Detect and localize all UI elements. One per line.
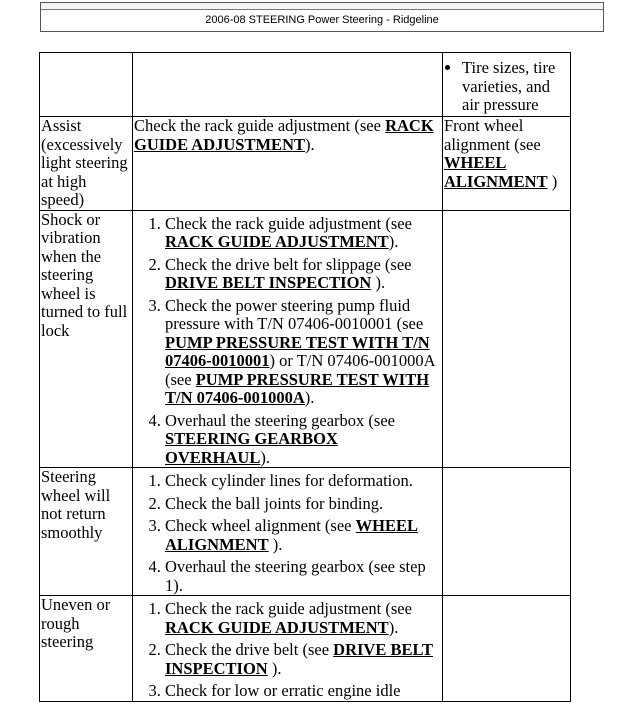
other-cell <box>443 210 571 468</box>
other-cell <box>443 117 571 211</box>
table-row <box>40 468 571 596</box>
list-item: • Tire sizes, tire varieties, and air pressure <box>462 59 570 115</box>
other-cell <box>443 468 571 596</box>
pump-pressure-test-001000a-link[interactable]: PUMP PRESSURE TEST WITH T/N 07406-001000A <box>165 369 430 407</box>
step-text: ) or T/N 07406-001000A (see <box>165 351 435 389</box>
list-item <box>165 517 442 554</box>
procedure-text: Check the rack guide adjustment (see <box>134 116 386 135</box>
procedure-cell <box>133 468 443 596</box>
list-item <box>165 256 442 293</box>
drive-belt-inspection-link[interactable]: DRIVE BELT INSPECTION <box>165 273 372 292</box>
list-item <box>165 641 442 678</box>
drive-belt-inspection-link[interactable]: DRIVE BELT INSPECTION <box>165 640 433 678</box>
other-cell <box>443 53 571 117</box>
step-list <box>134 215 442 468</box>
symptom-cell <box>40 53 133 117</box>
rack-guide-adjustment-link[interactable]: RACK GUIDE ADJUSTMENT <box>165 232 389 251</box>
wheel-alignment-link[interactable]: WHEEL ALIGNMENT <box>165 516 418 554</box>
symptom-cell: Assist (excessively light steering at high speed) <box>40 117 133 211</box>
step-text: Check the rack guide adjustment (see <box>165 599 412 618</box>
wheel-alignment-link[interactable]: WHEEL ALIGNMENT <box>444 153 548 191</box>
list-item: 4. Overhaul the steering gearbox (see step 1). <box>165 558 442 595</box>
other-text: ) <box>547 171 558 191</box>
step-text: Check the drive belt for slippage (see <box>165 254 412 274</box>
step-text: ). <box>260 447 270 467</box>
procedure-cell <box>133 117 443 211</box>
step-text: ). <box>388 617 399 637</box>
troubleshooting-table <box>39 52 571 702</box>
list-item <box>165 215 442 252</box>
other-cell <box>443 596 571 702</box>
header-top-rule <box>41 3 603 10</box>
list-item <box>165 600 442 637</box>
symptom-cell: Uneven or rough steering <box>40 596 133 702</box>
step-list <box>134 472 442 595</box>
list-item <box>165 297 442 408</box>
list-item <box>165 412 442 468</box>
table-row <box>40 596 571 702</box>
page-title: 2006-08 STEERING Power Steering - Ridgeline <box>205 14 439 26</box>
step-text: Check the rack guide adjustment (see <box>165 213 412 233</box>
procedure-cell <box>133 596 443 702</box>
pump-pressure-test-0010001-link[interactable]: PUMP PRESSURE TEST WITH T/N 07406-0010001 <box>165 332 430 370</box>
step-text: Check the drive belt (see <box>165 640 334 659</box>
procedure-text: ). <box>305 134 315 154</box>
bullet-list <box>444 59 570 115</box>
step-text: ). <box>267 658 282 678</box>
step-text: Overhaul the steering gearbox (see <box>165 410 395 430</box>
procedure-cell <box>133 210 443 468</box>
list-item: 1. Check cylinder lines for deformation. <box>165 472 442 491</box>
symptom-cell: Shock or vibration when the steering wheel is turned to full lock <box>40 210 133 468</box>
rack-guide-adjustment-link[interactable]: RACK GUIDE ADJUSTMENT <box>134 116 434 154</box>
step-text: ). <box>304 388 315 407</box>
table-row <box>40 117 571 211</box>
page-header <box>40 2 604 32</box>
step-text: ). <box>268 534 283 554</box>
procedure-cell <box>133 53 443 117</box>
step-text: Check wheel alignment (see <box>165 516 356 535</box>
step-list <box>134 600 442 701</box>
step-text: ). <box>371 273 386 292</box>
step-text: Check the power steering pump fluid pressure with T/N 07406-0010001 (see <box>165 295 424 333</box>
list-item: 2. Check the ball joints for binding. <box>165 495 442 514</box>
rack-guide-adjustment-link[interactable]: RACK GUIDE ADJUSTMENT <box>165 617 389 637</box>
list-item: 3. Check for low or erratic engine idle <box>165 682 442 701</box>
table-row <box>40 210 571 468</box>
table-row <box>40 53 571 117</box>
other-text: Front wheel alignment (see <box>444 116 541 154</box>
symptom-cell: Steering wheel will not return smoothly <box>40 468 133 596</box>
step-text: ). <box>388 232 399 251</box>
steering-gearbox-overhaul-link[interactable]: STEERING GEARBOX OVERHAUL <box>165 429 338 467</box>
